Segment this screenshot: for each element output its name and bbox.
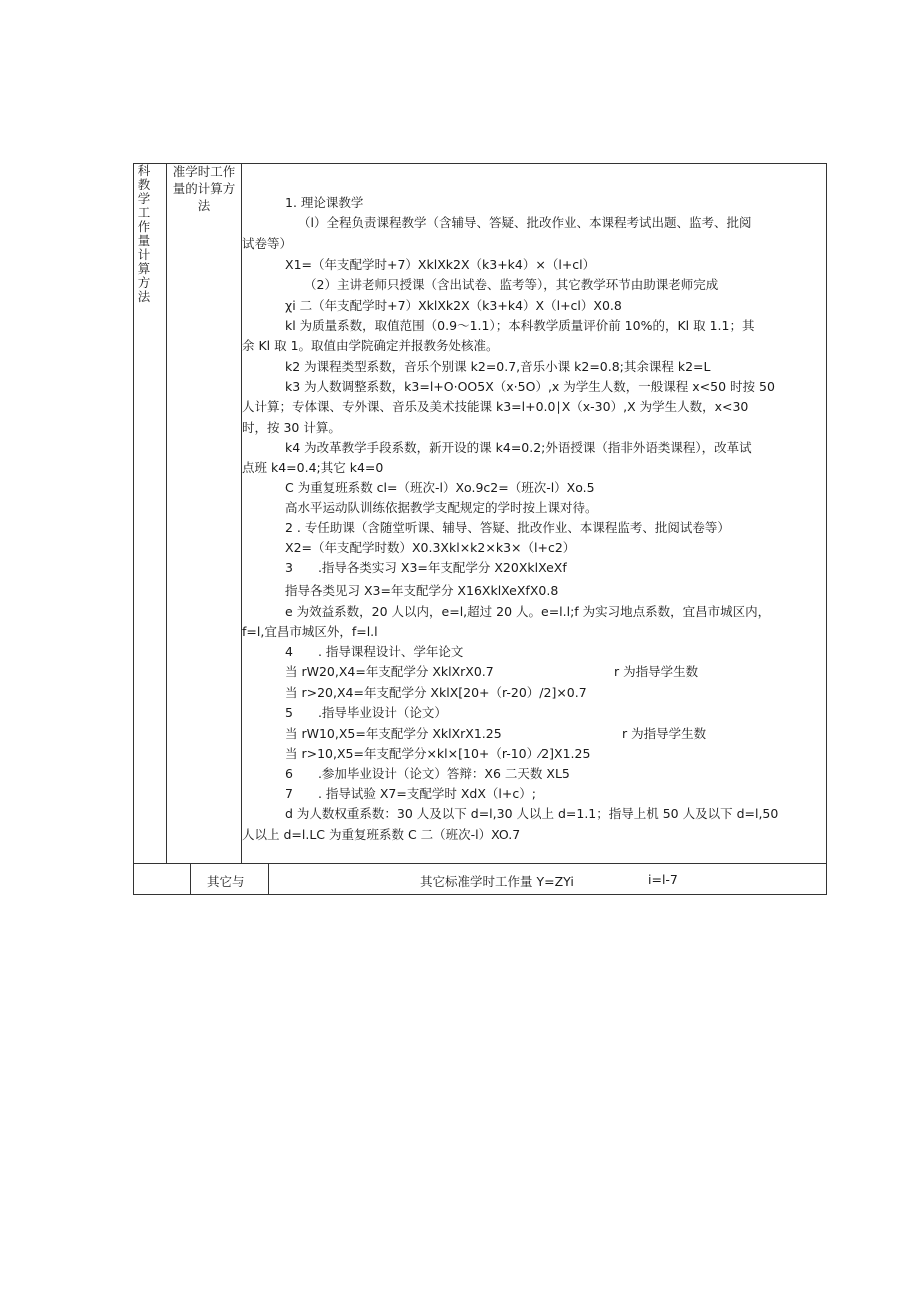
- footer-row-divider: [133, 863, 827, 864]
- line-1: （l）全程负责课程教学（含辅导、答疑、批改作业、本课程考试出题、监考、批阅: [298, 215, 752, 230]
- col2-label: [168, 163, 240, 214]
- line-0: 1. 理论课教学: [285, 195, 364, 210]
- line-21: f=l,宜昌市城区外，f=l.l: [242, 624, 378, 639]
- line-29: 7 . 指导试验 X7=支配学时 XdX（l+c）;: [285, 786, 536, 801]
- line-28: 6 .参加毕业设计（论文）答辩：X6 二天数 XL5: [285, 766, 570, 781]
- note-r-2: r 为指导学生数: [622, 726, 707, 741]
- line-15: 高水平运动队训练依据教学支配规定的学时按上课对待。: [285, 500, 598, 515]
- footer-divider-2: [268, 863, 269, 895]
- line-2: 试卷等）: [242, 236, 293, 251]
- col2-label-line1: 准学时工作: [172, 164, 236, 179]
- line-25: 5 .指导毕业设计（论文）: [285, 705, 447, 720]
- line-7: 余 Kl 取 1。取值由学院确定并报教务处核准。: [242, 338, 499, 353]
- line-30: d 为人数权重系数：30 人及以下 d=l,30 人以上 d=1.1；指导上机 50 人及以下 d=l,50: [285, 806, 779, 821]
- col2-divider: [241, 163, 242, 863]
- line-11: 时，按 30 计算。: [242, 420, 341, 435]
- line-9: k3 为人数调整系数，k3=l+O·OO5X（x·5O）,x 为学生人数，一般课程 x<50 时按 50: [285, 379, 775, 394]
- line-20: e 为效益系数，20 人以内，e=l,超过 20 人。e=l.l;f 为实习地点系数，宜昌市城区内，: [285, 604, 771, 619]
- line-27: 当 r>10,X5=年支配学分×kl×[10+（r-10）⁄2]X1.25: [285, 746, 591, 761]
- col2-label-line3: 法: [197, 198, 211, 213]
- line-8: k2 为课程类型系数，音乐个别课 k2=0.7,音乐小课 k2=0.8;其余课程 k2=L: [285, 359, 711, 374]
- col1-divider: [166, 163, 167, 863]
- line-18: 3 .指导各类实习 X3=年支配学分 X20XklXeXf: [285, 560, 567, 575]
- line-16: 2 . 专任助课（含随堂听课、辅导、答疑、批改作业、本课程监考、批阅试卷等）: [285, 520, 730, 535]
- line-26: 当 rW10,X5=年支配学分 XklXrX1.25: [285, 726, 502, 741]
- line-19: 指导各类见习 X3=年支配学分 X16XklXeXfX0.8: [285, 583, 559, 598]
- footer-label: 其它与: [207, 874, 245, 889]
- line-6: kl 为质量系数，取值范围（0.9～1.1）；本科教学质量评价前 10%的，Kl 取 1.1；其: [285, 318, 755, 333]
- note-r-1: r 为指导学生数: [614, 664, 699, 679]
- line-13: 点班 k4=0.4;其它 k4=0: [242, 460, 384, 475]
- footer-divider-1: [190, 863, 191, 895]
- line-22: 4 . 指导课程设计、学年论文: [285, 644, 464, 659]
- line-17: X2=（年支配学时数）X0.3Xkl×k2×k3×（l+c2）: [285, 540, 576, 555]
- line-23: 当 rW20,X4=年支配学分 XklXrX0.7: [285, 664, 494, 679]
- footer-formula: 其它标准学时工作量 Y=ZYi: [420, 874, 574, 889]
- line-31: 人以上 d=l.LC 为重复班系数 C 二（班次-l）XO.7: [242, 827, 521, 842]
- line-3: X1=（年支配学时+7）XklXk2X（k3+k4）×（l+cl）: [285, 257, 596, 272]
- line-24: 当 r>20,X4=年支配学分 XklX[20+（r-20）/2]×0.7: [285, 685, 587, 700]
- line-10: 人计算；专体课、专外课、音乐及美术技能课 k3=l+0.0∣X（x-30）,X 为学生人数，x<30: [242, 399, 749, 414]
- line-4: （2）主讲老师只授课（含出试卷、监考等），其它教学环节由助课老师完成: [304, 277, 719, 292]
- line-5: χi 二（年支配学时+7）XklXk2X（k3+k4）X（l+cl）X0.8: [285, 298, 622, 313]
- col2-label-line2: 量的计算方: [172, 181, 236, 196]
- footer-range: i=l-7: [648, 872, 678, 887]
- col1-label: 科教学工作量计算方法: [137, 163, 151, 304]
- line-12: k4 为改革教学手段系数，新开设的课 k4=0.2;外语授课（指非外语类课程），改革试: [285, 440, 752, 455]
- line-14: C 为重复班系数 cl=（班次-l）Xo.9c2=（班次-l）Xo.5: [285, 480, 595, 495]
